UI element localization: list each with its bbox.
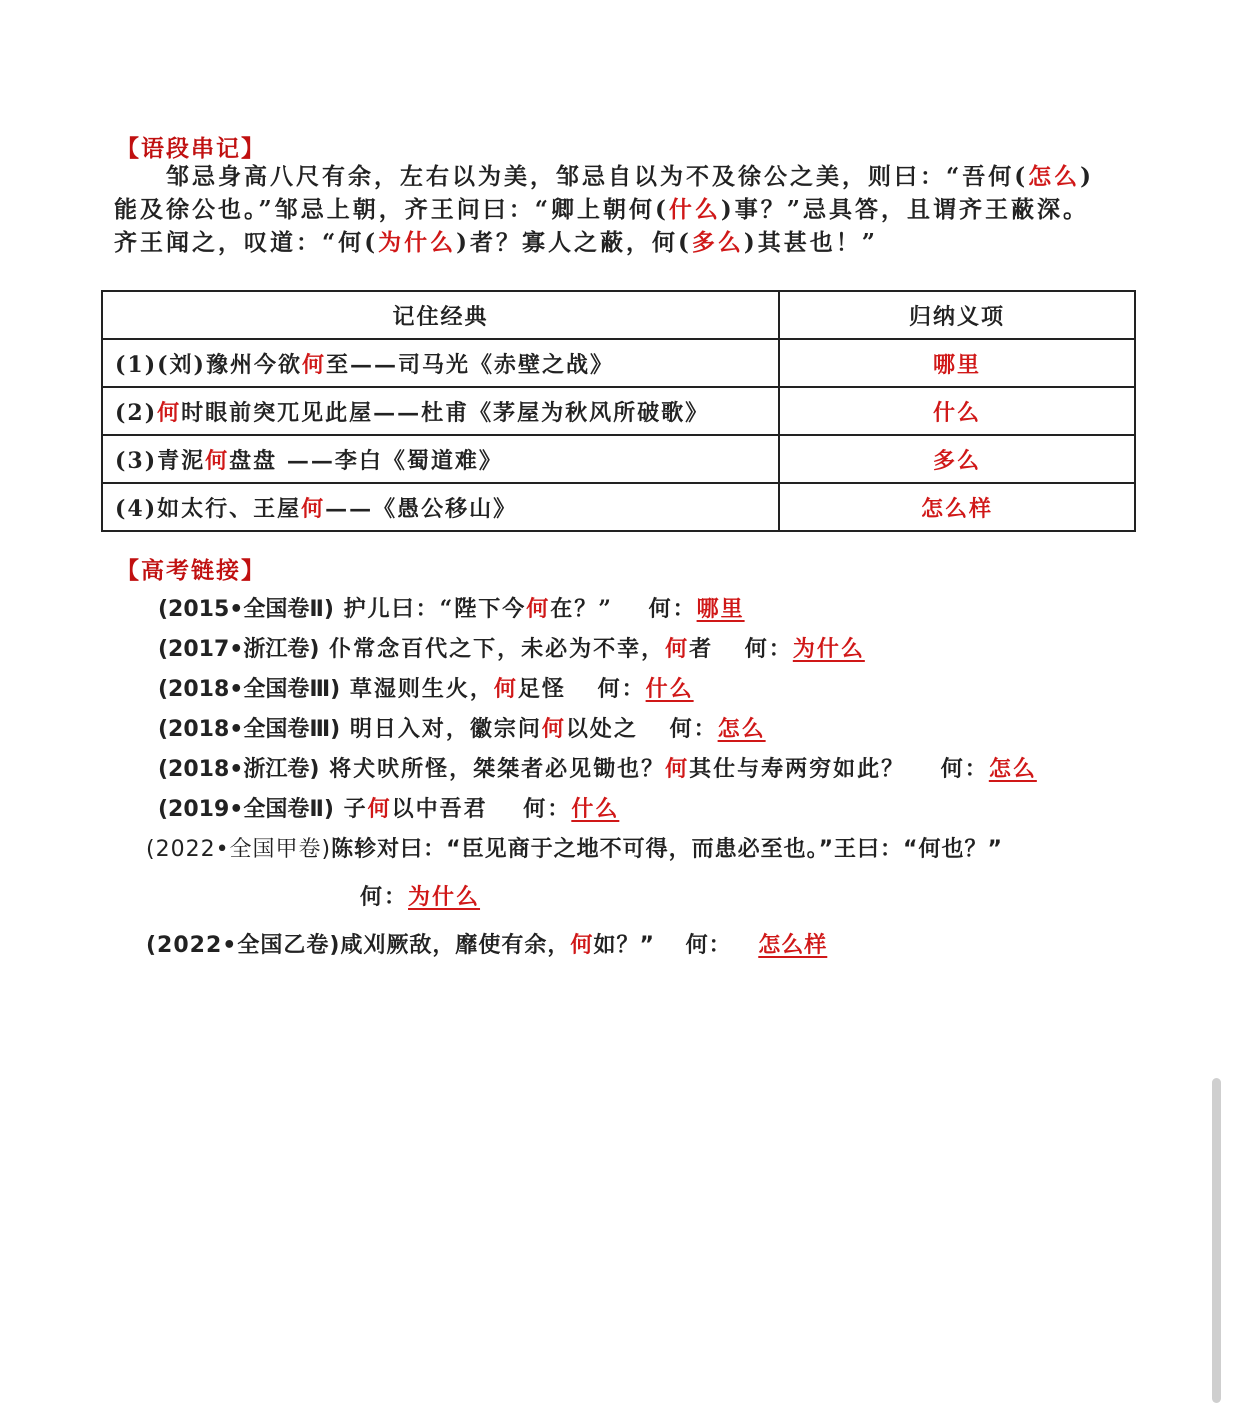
header-classics: 记住经典 xyxy=(102,291,779,339)
table-row xyxy=(102,483,1135,531)
answer-label: 何： xyxy=(360,884,409,910)
exam-text: 者 xyxy=(689,636,714,662)
table-header-row xyxy=(102,291,1135,339)
gaokao-item xyxy=(158,792,619,823)
answer: 怎么 xyxy=(717,716,766,742)
row-number: (2) xyxy=(115,399,158,426)
answer-label: 何： xyxy=(685,933,732,958)
answer: 什么 xyxy=(571,796,620,822)
classic-text: 至——司马光《赤壁之战》 xyxy=(325,351,614,378)
classic-cell xyxy=(102,435,779,483)
answer-label: 何： xyxy=(523,796,572,822)
answer: 为什么 xyxy=(792,636,865,662)
passage-meaning: 怎么 xyxy=(1028,163,1081,190)
header-meaning: 归纳义项 xyxy=(779,291,1135,339)
key-word: 何 xyxy=(665,636,690,662)
exam-text: 仆常念百代之下，未必为不幸， xyxy=(329,636,666,662)
exam-text: 草湿则生火， xyxy=(349,676,494,702)
passage-text: 能及徐公也。”邹忌上朝，齐王问曰：“卿上朝何( xyxy=(114,196,669,223)
classics-table xyxy=(101,290,1136,532)
exam-source: (2019•全国卷Ⅱ) xyxy=(158,797,334,822)
exam-text: 如？” xyxy=(593,933,655,958)
gaokao-item xyxy=(158,672,694,703)
section-title-yuduan: 【语段串记】 xyxy=(116,135,266,162)
answer: 什么 xyxy=(645,676,694,702)
passage-line xyxy=(114,193,1144,226)
exam-source: (2018•全国卷Ⅲ) xyxy=(158,717,341,742)
classic-text: ——《愚公移山》 xyxy=(325,495,518,522)
meaning-cell: 什么 xyxy=(779,387,1135,435)
exam-text: 咸刈厥敌，靡使有余， xyxy=(340,933,571,958)
gaokao-item xyxy=(158,752,1037,783)
passage-text: )其甚也！” xyxy=(743,229,879,256)
passage xyxy=(114,160,1144,259)
classic-text: (刘)豫州今欲 xyxy=(157,351,302,378)
answer-label: 何： xyxy=(648,596,697,622)
passage-text: ) xyxy=(1080,163,1095,190)
gaokao-item xyxy=(158,712,766,743)
gaokao-item-2022-jia-answer xyxy=(360,880,480,911)
exam-text: 子 xyxy=(343,796,368,822)
gaokao-item-2022-yi xyxy=(146,928,841,959)
key-word: 何 xyxy=(493,676,518,702)
classic-text: 时眼前突兀见此屋——杜甫《茅屋为秋风所破歌》 xyxy=(181,399,710,426)
classic-text: 盘盘 ——李白《蜀道难》 xyxy=(229,447,503,474)
exam-text: 护儿曰：“陛下今 xyxy=(343,596,527,622)
classic-cell xyxy=(102,339,779,387)
answer-label: 何： xyxy=(940,756,989,782)
exam-source: (2022•全国乙卷) xyxy=(146,933,341,958)
exam-text: 在？” xyxy=(550,596,613,622)
exam-source: (2015•全国卷Ⅱ) xyxy=(158,597,334,622)
meaning-cell: 多么 xyxy=(779,435,1135,483)
answer-label: 何： xyxy=(669,716,718,742)
exam-text: 将犬吠所怪，桀桀者必见锄也？ xyxy=(329,756,666,782)
passage-line xyxy=(114,226,1144,259)
passage-text: 齐王闻之，叹道：“何( xyxy=(114,229,379,256)
key-word: 何 xyxy=(367,796,392,822)
meaning-cell: 哪里 xyxy=(779,339,1135,387)
exam-source: (2017•浙江卷) xyxy=(158,637,320,662)
row-number: (1) xyxy=(115,351,158,378)
table-row xyxy=(102,387,1135,435)
exam-source: (2018•全国卷Ⅲ) xyxy=(158,677,341,702)
answer: 为什么 xyxy=(408,884,481,910)
answer-label: 何： xyxy=(597,676,646,702)
passage-meaning: 为什么 xyxy=(378,229,457,256)
table-row xyxy=(102,339,1135,387)
exam-text: 其仕与寿两穷如此？ xyxy=(689,756,906,782)
answer: 哪里 xyxy=(696,596,745,622)
key-word: 何 xyxy=(301,495,326,522)
gaokao-item-2022-jia xyxy=(146,832,1003,863)
table-row xyxy=(102,435,1135,483)
answer-label: 何： xyxy=(744,636,793,662)
vertical-scrollbar[interactable] xyxy=(1212,1078,1221,1403)
key-word: 何 xyxy=(665,756,690,782)
exam-text: 陈轸对曰：“臣见商于之地不可得，而患必至也。”王曰：“何也？” xyxy=(331,837,1003,862)
section-title-gaokao: 【高考链接】 xyxy=(116,557,266,584)
classic-text: 青泥 xyxy=(157,447,206,474)
gaokao-item xyxy=(158,592,745,623)
answer: 怎么样 xyxy=(758,933,828,958)
classic-text: 如太行、王屋 xyxy=(157,495,302,522)
exam-source: (2018•浙江卷) xyxy=(158,757,320,782)
key-word: 何 xyxy=(301,351,326,378)
answer: 怎么 xyxy=(988,756,1037,782)
key-word: 何 xyxy=(570,933,594,958)
passage-meaning: 多么 xyxy=(691,229,744,256)
classic-cell xyxy=(102,483,779,531)
key-word: 何 xyxy=(157,399,182,426)
exam-text: 明日入对，徽宗问 xyxy=(349,716,542,742)
meaning-cell: 怎么样 xyxy=(779,483,1135,531)
passage-text: )者？寡人之蔽，何( xyxy=(456,229,692,256)
exam-text: 以中吾君 xyxy=(391,796,488,822)
exam-text: 以处之 xyxy=(565,716,638,742)
gaokao-item xyxy=(158,632,865,663)
row-number: (4) xyxy=(115,495,158,522)
passage-text: )事？”忌具答，且谓齐王蔽深。 xyxy=(720,196,1089,223)
passage-line xyxy=(114,160,1144,193)
key-word: 何 xyxy=(526,596,551,622)
classic-cell xyxy=(102,387,779,435)
exam-text: 足怪 xyxy=(517,676,566,702)
key-word: 何 xyxy=(205,447,230,474)
row-number: (3) xyxy=(115,447,158,474)
key-word: 何 xyxy=(541,716,566,742)
exam-source: (2022•全国甲卷) xyxy=(146,837,332,862)
passage-meaning: 什么 xyxy=(668,196,721,223)
passage-text: 邹忌身高八尺有余，左右以为美，邹忌自以为不及徐公之美，则曰：“吾何( xyxy=(166,163,1029,190)
